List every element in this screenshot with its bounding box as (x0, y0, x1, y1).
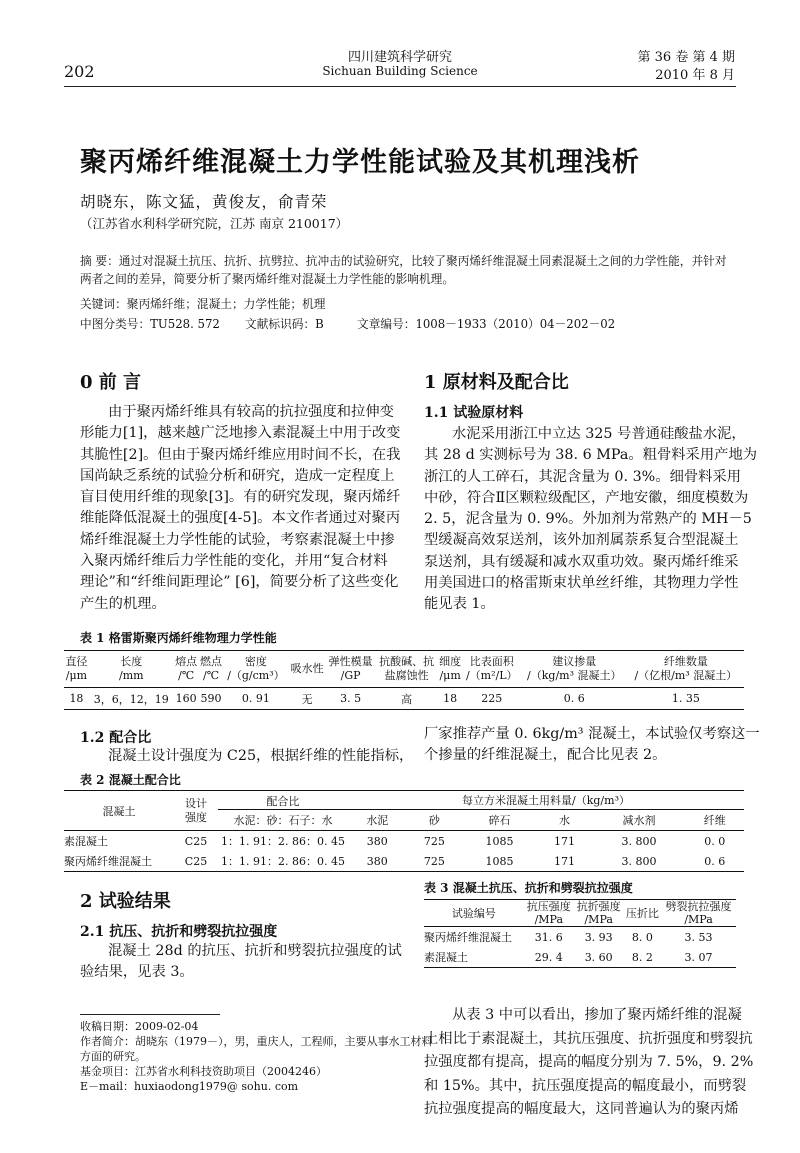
table-cell: 高 (401, 692, 413, 706)
text-line: 用美国进口的格雷斯束状单丝纤维，其物理力学性 (424, 575, 739, 592)
table-header-cell: 弹性模量 (328, 655, 373, 668)
table-header-unit: /mm (118, 669, 144, 682)
table-row (64, 851, 744, 872)
table-cell: 0. 6 (704, 854, 726, 868)
email: E－mail：huxiaodong1979@ sohu. com (80, 1080, 299, 1093)
received-date: 收稿日期：2009-02-04 (80, 1020, 199, 1033)
text-line: 个掺量的纤维混凝土，配合比见表 2。 (424, 747, 667, 764)
table-header-cell: 压折比 (625, 906, 659, 920)
table-cell: 171 (554, 834, 576, 848)
text-line: 烯纤维混凝土力学性能的试验，考察素混凝土中掺 (80, 531, 395, 548)
table-header-unit: /（kg/m³ 混凝土） (527, 669, 622, 682)
text-line: 其脆性[2]。但由于聚丙烯纤维应用时间不长，在我 (80, 446, 401, 463)
text-line: 水泥采用浙江中立达 325 号普通硅酸盐水泥， (452, 426, 746, 442)
table-cell: 590 (200, 692, 222, 705)
text-line: 拉强度都有提高，提高的幅度分别为 7. 5%，9. 2% (424, 1054, 754, 1070)
table-cell: 725 (423, 854, 445, 868)
table-header-unit: /μm (65, 669, 88, 682)
table-cell: 18 (443, 692, 458, 705)
affiliation: （江苏省水利科学研究院，江苏 南京 210017） (80, 216, 349, 231)
table-header-unit: /（g/cm³） (227, 669, 285, 682)
table-cell: 380 (366, 834, 388, 848)
table-cell: 1085 (485, 854, 514, 868)
table-cell: 29. 4 (534, 950, 563, 964)
table-cell: 1085 (485, 834, 514, 848)
table-cell: 0. 0 (704, 834, 726, 848)
table-row (64, 688, 744, 710)
table-header-unit: /μm (439, 669, 461, 682)
volume-issue: 第 36 卷 第 4 期 (637, 50, 735, 65)
table-header-cell: 水泥：砂：石子：水 (233, 814, 333, 827)
text-line: 产生的机理。 (80, 595, 166, 612)
section-2-1-heading: 2.1 抗压、抗折和劈裂抗拉强度 (80, 924, 278, 940)
text-line: 泵送剂，具有缓凝和减水双重功效。聚丙烯纤维采 (424, 553, 739, 570)
issue-date: 2010 年 8 月 (655, 68, 735, 83)
table-header-cell: 熔点 (175, 655, 198, 668)
section-1-2-body-right (424, 724, 760, 767)
footnote (80, 1019, 433, 1094)
footnote-rule (80, 1014, 220, 1015)
table-header-row (64, 791, 744, 810)
table-cell: 3. 53 (684, 930, 713, 944)
table-1 (64, 650, 744, 710)
abstract-line-1: 摘 要：通过对混凝土抗压、抗折、抗劈拉、抗冲击的试验研究，比较了聚丙烯纤维混凝土同素混凝土之间的力学性能，并针对 (80, 254, 727, 268)
text-line: 理论”和“纤维间距理论” [6]，简要分析了这些变化 (80, 574, 399, 591)
table-header-cell: 水 (559, 814, 571, 827)
text-line: 由于聚丙烯纤维具有较高的抗拉强度和拉伸变 (108, 404, 394, 420)
author-bio-cont: 方面的研究。 (80, 1050, 146, 1063)
table-row (64, 831, 744, 852)
section-1-heading: 1 原材料及配合比 (424, 372, 569, 393)
table-cell: 225 (481, 692, 503, 705)
table-cell: 素混凝土 (424, 951, 468, 964)
table-cell: 素混凝土 (64, 835, 108, 848)
table-header-cell: 纤维数量 (663, 655, 708, 668)
table-cell: 3. 07 (684, 950, 713, 964)
text-line: 混凝土 28d 的抗压、抗折和劈裂抗拉强度的试 (108, 943, 402, 959)
section-2-1-body (80, 941, 402, 984)
section-1-1-heading: 1.1 试验原材料 (424, 405, 524, 421)
table-header-cell: 长度 (120, 655, 143, 668)
table-header-cell: 吸水性 (290, 662, 324, 675)
table-cell: C25 (184, 834, 208, 848)
text-line: 混凝土设计强度为 C25，根据纤维的性能指标， (108, 748, 414, 764)
journal-name-en: Sichuan Building Science (322, 64, 478, 78)
text-line: 厂家推荐产量 0. 6kg/m³ 混凝土，本试验仅考察这一 (424, 726, 760, 742)
text-line: 浙江的人工碎石，其泥含量为 0. 3%。细骨料采用 (424, 468, 742, 485)
table-header-unit: /MPa (584, 913, 613, 926)
journal-name-cn: 四川建筑科学研究 (347, 50, 452, 65)
section-0-body (80, 402, 401, 615)
table-header-cell: 抗压强度 (526, 900, 571, 913)
text-line: 国尚缺乏系统的试验分析和研究，造成一定程度上 (80, 467, 395, 484)
table-header-unit: 盐腐蚀性 (384, 669, 429, 682)
table-header-cell: 混凝土 (102, 804, 136, 818)
paper-title: 聚丙烯纤维混凝土力学性能试验及其机理浅析 (80, 147, 640, 178)
document-code: 文献标识码：B (245, 317, 324, 331)
text-line: 抗拉强度提高的幅度最大，这同普遍认为的聚丙烯 (424, 1101, 739, 1117)
text-line: 验结果，见表 3。 (80, 964, 194, 981)
table-3 (424, 899, 736, 968)
table-cell: 0. 6 (563, 692, 585, 705)
table-header-cell: 细度 (439, 655, 462, 668)
table-cell: 1：1. 91：2. 86：0. 45 (221, 835, 345, 848)
page-number: 202 (64, 62, 95, 81)
text-line: 其 28 d 实测标号为 38. 6 MPa。粗骨料采用产地为 (424, 447, 758, 464)
text-line: 2. 5，泥含量为 0. 9%。外加剂为常熟产的 MH－5 (424, 511, 752, 528)
table-header-cell: 纤维 (703, 814, 726, 827)
table-cell: 3. 5 (340, 692, 362, 705)
table-header-unit: /MPa (534, 913, 563, 926)
text-line: 能见表 1。 (424, 596, 495, 613)
table-cell: C25 (184, 854, 208, 868)
table-header-unit: /℃ (202, 669, 219, 682)
table-header-cell: 每立方米混凝土用料量/（kg/m³） (348, 791, 744, 810)
table-row (424, 947, 736, 968)
table-header-cell: 劈裂抗拉强度 (665, 900, 732, 913)
table-cell: 聚丙烯纤维混凝土 (424, 931, 512, 944)
text-line: 中砂，符合Ⅱ区颗粒级配区，产地安徽，细度模数为 (424, 489, 749, 506)
table-cell: 3. 93 (584, 930, 613, 944)
table-header-cell: 配合比 (218, 791, 348, 810)
table-header-unit: /GP (340, 669, 361, 682)
section-2-1-discussion (424, 1004, 754, 1122)
table-header-cell: 建议掺量 (552, 655, 597, 668)
table-header-cell: 试验编号 (451, 906, 496, 920)
table-1-caption: 表 1 格雷斯聚丙烯纤维物理力学性能 (80, 631, 277, 645)
table-header-cell: 设计 (185, 796, 207, 810)
authors: 胡晓东，陈文猛，黄俊友，俞青荣 (80, 193, 328, 211)
fund-project: 基金项目：江苏省水利科技资助项目（2004246） (80, 1065, 327, 1078)
table-cell: 18 (69, 692, 84, 705)
table-header-unit: /（亿根/m³ 混凝土） (634, 669, 738, 682)
table-header-cell: 抗酸碱、抗 (379, 655, 435, 668)
table-header-cell: 砂 (428, 814, 440, 827)
table-cell: 0. 91 (241, 692, 270, 705)
section-2-heading: 2 试验结果 (80, 891, 171, 912)
table-header-cell: 比表面积 (469, 655, 514, 668)
header-rule (64, 86, 736, 87)
table-row (424, 927, 736, 948)
table-header-cell: 燃点 (200, 655, 222, 668)
table-header-row (64, 651, 744, 688)
text-line: 土相比于素混凝土，其抗压强度、抗折强度和劈裂抗 (424, 1030, 753, 1047)
table-header-unit: /MPa (684, 913, 713, 926)
article-number: 文章编号：1008－1933（2010）04－202－02 (357, 317, 616, 331)
table-cell: 8. 0 (631, 930, 653, 944)
abstract (80, 252, 740, 288)
table-header-unit: /℃ (178, 669, 195, 682)
section-1-1-body (424, 424, 758, 616)
table-cell: 3. 800 (621, 854, 657, 868)
table-header-cell: 密度 (244, 655, 267, 668)
table-cell: 1. 35 (671, 692, 700, 705)
table-3-caption: 表 3 混凝土抗压、抗折和劈裂抗拉强度 (424, 881, 633, 895)
table-cell: 3. 800 (621, 834, 657, 848)
table-header-row (424, 900, 736, 927)
text-line: 型缓凝高效泵送剂，该外加剂属萘系复合型混凝土 (424, 532, 739, 549)
table-header-cell: 减水剂 (622, 814, 656, 827)
text-line: 盲目使用纤维的现象[3]。有的研究发现，聚丙烯纤 (80, 489, 401, 506)
clc-number: 中图分类号：TU528. 572 (80, 317, 220, 331)
table-header-cell: 碎石 (488, 814, 511, 827)
text-line: 维能降低混凝土的强度[4-5]。本文作者通过对聚丙 (80, 510, 401, 527)
table-header-cell: 直径 (65, 655, 88, 668)
text-line: 形能力[1]，越来越广泛地掺入素混凝土中用于改变 (80, 425, 401, 442)
table-header-cell: 抗折强度 (576, 900, 621, 913)
keywords: 关键词：聚丙烯纤维；混凝土；力学性能；机理 (80, 297, 326, 311)
section-0-heading: 0 前 言 (80, 372, 142, 393)
text-line: 入聚丙烯纤维后力学性能的变化，并用“复合材料 (80, 553, 388, 570)
section-1-2-heading: 1.2 配合比 (80, 730, 152, 746)
author-bio: 作者简介：胡晓东（1979－），男，重庆人，工程师，主要从事水工材料 (80, 1035, 433, 1048)
table-cell: 380 (366, 854, 388, 868)
table-cell: 31. 6 (534, 930, 563, 944)
section-1-2-body-left (80, 746, 414, 767)
table-2-caption: 表 2 混凝土配合比 (80, 773, 181, 787)
text-line: 从表 3 中可以看出，掺加了聚丙烯纤维的混凝 (452, 1007, 742, 1023)
table-cell: 3，6，12，19 (93, 692, 169, 706)
table-header-cell: 水泥 (366, 814, 389, 827)
table-cell: 160 (175, 692, 197, 705)
table-cell: 725 (423, 834, 445, 848)
table-header-cell: 强度 (185, 810, 207, 824)
table-2 (64, 790, 744, 872)
table-cell: 聚丙烯纤维混凝土 (64, 855, 152, 868)
table-header-unit: /（m²/L） (465, 669, 518, 682)
table-cell: 8. 2 (631, 950, 653, 964)
table-cell: 无 (301, 692, 313, 706)
table-cell: 3. 60 (584, 950, 613, 964)
text-line: 和 15%。其中，抗压强度提高的幅度最小，而劈裂 (424, 1077, 747, 1094)
table-cell: 1：1. 91：2. 86：0. 45 (221, 855, 345, 868)
abstract-line-2: 两者之间的差异，简要分析了聚丙烯纤维对混凝土力学性能的影响机理。 (80, 272, 455, 286)
table-cell: 171 (554, 854, 576, 868)
